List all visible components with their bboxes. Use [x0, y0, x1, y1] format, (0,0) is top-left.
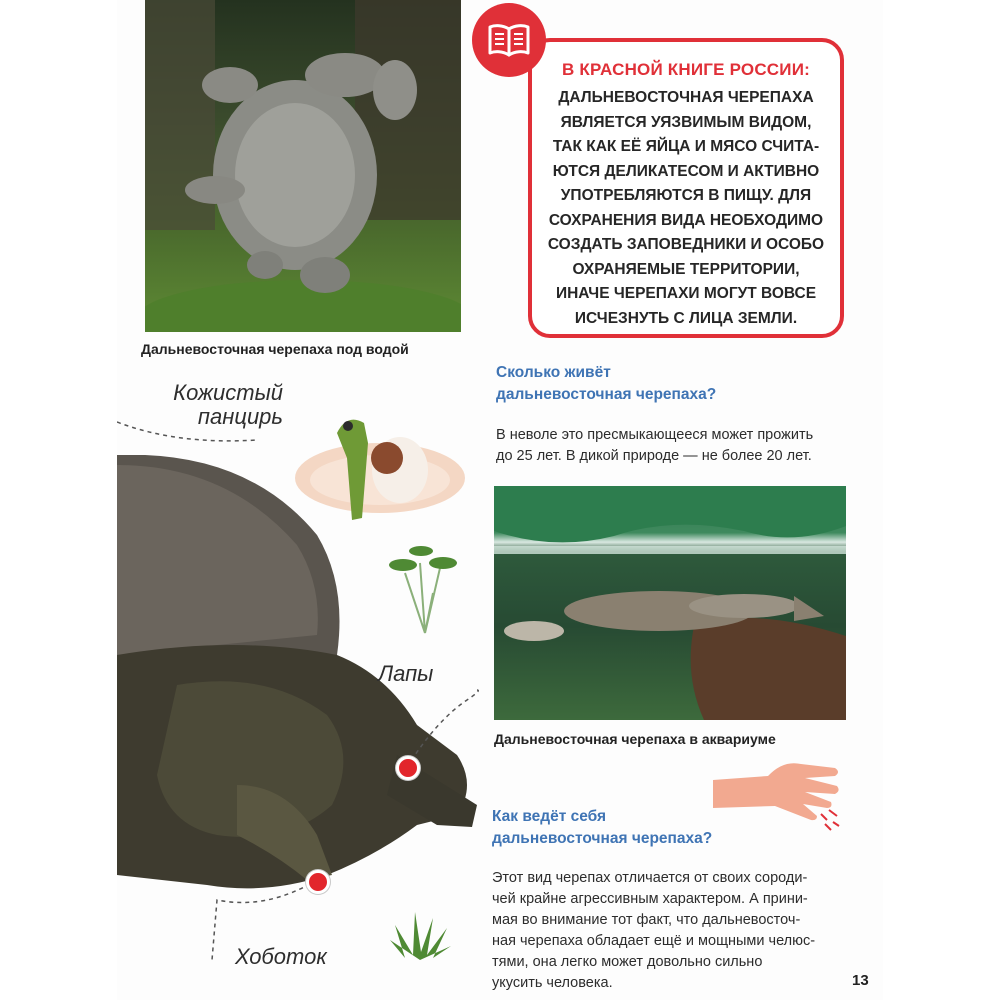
heading-line: дальневосточная черепаха?	[492, 830, 713, 847]
text-line: укусить человека.	[492, 975, 613, 991]
red-book-line: СОХРАНЕНИЯ ВИДА НЕОБХОДИМО	[548, 211, 824, 229]
text-line: чей крайне агрессивным характером. А прини-	[492, 891, 808, 907]
red-book-line: ОХРАНЯЕМЫЕ ТЕРРИТОРИИ,	[572, 260, 800, 278]
heading-line: Как ведёт себя	[492, 808, 607, 825]
label-line: Кожистый	[173, 380, 283, 405]
red-book-line: УПОТРЕБЛЯЮТСЯ В ПИЩУ. ДЛЯ	[560, 187, 812, 204]
red-book-line: ИСЧЕЗНУТЬ С ЛИЦА ЗЕМЛИ.	[574, 309, 798, 327]
text-line: В неволе это пресмыкающееся может прожить	[496, 427, 814, 443]
snout-marker-dot	[306, 870, 330, 894]
heading-line: Сколько живёт	[496, 364, 611, 381]
book-page	[117, 0, 883, 1000]
red-book-line: ЯВЛЯЕТСЯ УЯЗВИМЫМ ВИДОМ,	[560, 113, 812, 131]
text-line: мая во внимание тот факт, что дальневосточ-	[492, 912, 801, 928]
red-book-line: ЮТСЯ ДЕЛИКАТЕСОМ И АКТИВНО	[552, 162, 820, 180]
text-line: Этот вид черепах отличается от своих сороди-	[492, 870, 808, 886]
red-book-line: ДАЛЬНЕВОСТОЧНАЯ ЧЕРЕПАХА	[558, 89, 814, 106]
red-book-line: ТАК КАК ЕЁ ЯЙЦА И МЯСО СЧИТА-	[552, 138, 820, 155]
label-line: панцирь	[197, 404, 283, 429]
paws-label: Лапы	[378, 661, 434, 686]
text-line: до 25 лет. В дикой природе — не более 20 лет.	[496, 448, 812, 464]
red-book-line: СОЗДАТЬ ЗАПОВЕДНИКИ И ОСОБО	[547, 236, 825, 253]
paws-marker-dot	[396, 756, 420, 780]
snout-label: Хоботок	[235, 944, 327, 969]
heading-line: дальневосточная черепаха?	[496, 386, 717, 403]
photo-caption-aquarium: Дальневосточная черепаха в аквариуме	[494, 731, 776, 747]
red-book-title: В КРАСНОЙ КНИГЕ РОССИИ:	[562, 60, 810, 79]
red-book-line: ИНАЧЕ ЧЕРЕПАХИ МОГУТ ВОВСЕ	[555, 285, 817, 302]
callout-lines	[117, 0, 883, 1000]
text-line: ная черепаха обладает ещё и мощными челюс-	[492, 933, 816, 949]
text-line: тями, она легко может довольно сильно	[492, 954, 763, 970]
photo-caption-underwater: Дальневосточная черепаха под водой	[141, 341, 409, 357]
page-number: 13	[852, 972, 869, 989]
